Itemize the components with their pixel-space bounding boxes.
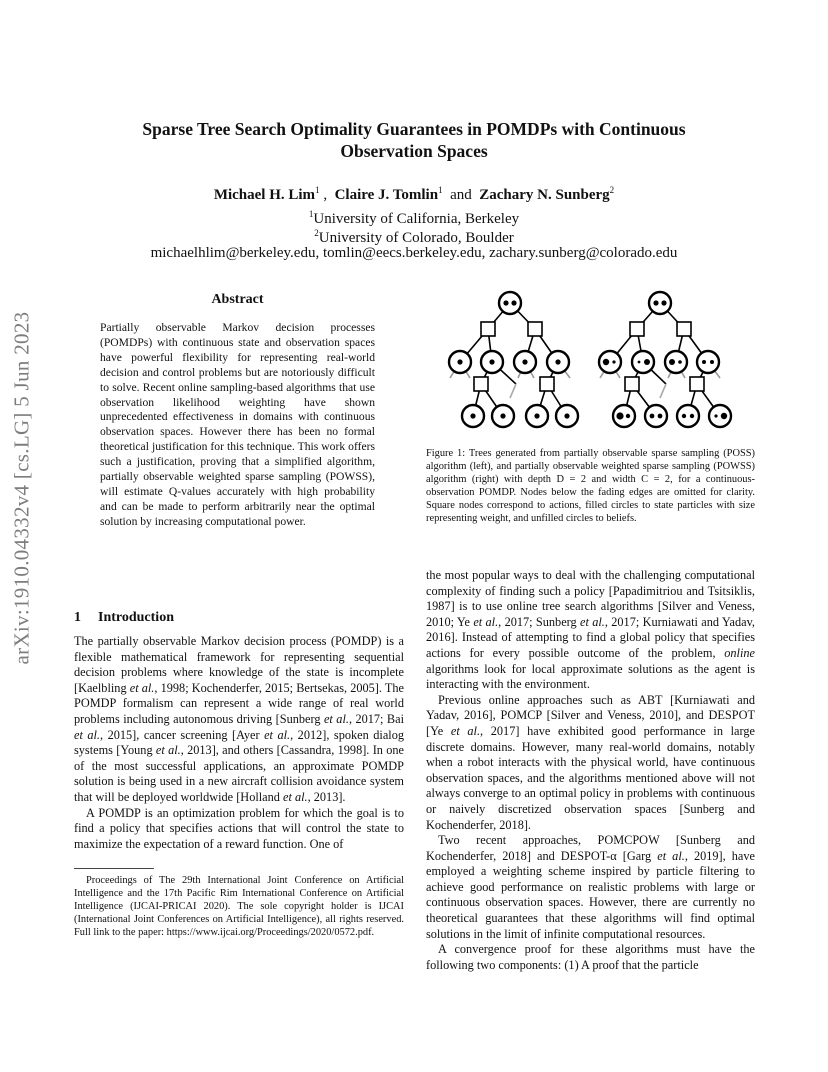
abstract-body — [100, 321, 375, 530]
abstract-text: Partially observable Markov decision processes (POMDPs) with continuous state and observation spaces have powerful flexibility for representing real-world decision and control problems but are notoriously difficult to solve. Recent online sampling-based algorithms that use observation likelihood weighting have shown unprecedented effectiveness in domains with continuous observation spaces. However there has been no formal theoretical justification for this technique. This work offers such a justification, proving that a simplified algorithm, partially observable weighted sparse sampling (POWSS), will estimate Q-values accurately with high probability and can be made to perform arbitrarily near the optimal solution by increasing computational power. — [100, 321, 375, 528]
figure-1-tree-diagram — [430, 286, 756, 436]
paper-title — [70, 118, 758, 162]
right-column — [426, 568, 755, 973]
affiliation-mark: 1 — [308, 209, 314, 219]
paragraph: the most popular ways to deal with the challenging computational complexity of finding such a policy [Papadimitriou and Tsitsiklis, 1987] is to use online tree search algorithms [Silver and Veness, 2010; Ye et al., 2017; Sunberg et al., 2017; Kurniawati and Yadav, 2016]. Instead of attempting to find a global policy that specifies actions for every possible outcome of the problem, online algorithms look for local approximate solutions as the agent is interacting with the environment. — [426, 568, 756, 692]
title-line-2: Observation Spaces — [340, 141, 488, 161]
author-list — [70, 180, 758, 205]
paragraph: A POMDP is an optimization problem for which the goal is to find a policy that specifies actions that will control the state to maximize the expectation of a reward function. One of — [74, 805, 404, 851]
footnote-rule — [74, 868, 154, 869]
footnote — [74, 874, 404, 939]
paragraph: Two recent approaches, POMCPOW [Sunberg and Kochenderfer, 2018] and DESPOT-α [Garg et al., 2019], have employed a weighting scheme inspired by particle filtering to achieve good performance on realistic problems with large or continuous observation spaces. However, there are currently no theoretical guarantees that these algorithms will find optimal solutions in the limit of infinite computational resources. — [426, 833, 755, 941]
abstract-heading: Abstract — [211, 292, 264, 307]
arxiv-stamp — [0, 311, 50, 665]
author-name: Michael H. Lim — [213, 187, 316, 203]
footnote-text: Proceedings of The 29th International Joint Conference on Artificial Intelligence and the 17th Pacific Rim International Conference on Artificial Intelligence (IJCAI-PRICAI 2020). The sole copyright holder is IJCAI (International Joint Conferences on Artificial Intelligence), all rights reserved. Full link to the paper: https://www.ijcai.org/Proceedings/2020/0572.pdf. — [74, 875, 404, 939]
section-heading — [74, 610, 404, 626]
title-line-1: Sparse Tree Search Optimality Guarantees in POMDPs with Continuous — [142, 119, 686, 139]
author-affil-mark: 1 — [438, 185, 443, 195]
caption-text: Figure 1: Trees generated from partially observable sparse sampling (POSS) algorithm (left), and partially observable weighted sparse sampling (POWSS) algorithm (right) with depth D = 2 and width C = 2, for a continuous-observation POMDP. Nodes below the fading edges are omitted for clarity. Square nodes correspond to actions, filled circles to state particles with size representing weight, and unfilled circles to beliefs. — [426, 448, 755, 525]
arxiv-stamp-text: arXiv:1910.04332v4 [cs.LG] 5 Jun 2023 — [9, 311, 34, 665]
section-title: Introduction — [98, 610, 174, 625]
author-name: Claire J. Tomlin — [334, 187, 439, 203]
author-emails: michaelhlim@berkeley.edu, tomlin@eecs.berkeley.edu, zachary.sunberg@colorado.edu — [150, 245, 678, 261]
author-affil-mark: 2 — [609, 185, 615, 195]
author-separator: , — [323, 187, 328, 203]
author-name: Zachary N. Sunberg — [479, 187, 610, 203]
affiliation-text: University of California, Berkeley — [313, 211, 520, 227]
figure-caption — [426, 447, 755, 526]
author-affil-mark: 1 — [315, 185, 320, 195]
paragraph: Previous online approaches such as ABT [Kurniawati and Yadav, 2016], POMCP [Silver and Veness, 2010], and DESPOT [Ye et al., 2017] have exhibited good performance in large discrete domains. However, many real-world domains, notably when a robot interacts with the physical world, have continuous observation spaces, and the algorithms mentioned above will not always converge to an optimal policy in problems with continuous or naively discretized observation spaces [Sunberg and Kochenderfer, 2018]. — [426, 692, 755, 832]
paragraph: The partially observable Markov decision process (POMDP) is a flexible mathematical framework for representing sequential decision problems where knowledge of the state is incomplete [Kaelbling et al., 1998; Kochenderfer, 2015; Bertsekas, 2005]. The POMDP formalism can represent a wide range of real world problems including autonomous driving [Sunberg et al., 2017; Bai et al., 2015], cancer screening [Ayer et al., 2012], spoken dialog systems [Young et al., 2013], and others [Cassandra, 1998]. In one of the most successful applications, an approximate POMDP solution is being used in a new aircraft collision avoidance system that will be deployed worldwide [Holland et al., 2013]. — [74, 634, 404, 804]
paragraph: A convergence proof for these algorithms must have the following two components: (1) A proof that the particle — [426, 942, 755, 972]
left-column — [74, 634, 404, 852]
affiliation-text: University of Colorado, Boulder — [318, 230, 514, 246]
affiliation-mark: 2 — [314, 228, 319, 238]
author-separator: and — [450, 187, 472, 203]
section-number: 1 — [74, 610, 81, 625]
